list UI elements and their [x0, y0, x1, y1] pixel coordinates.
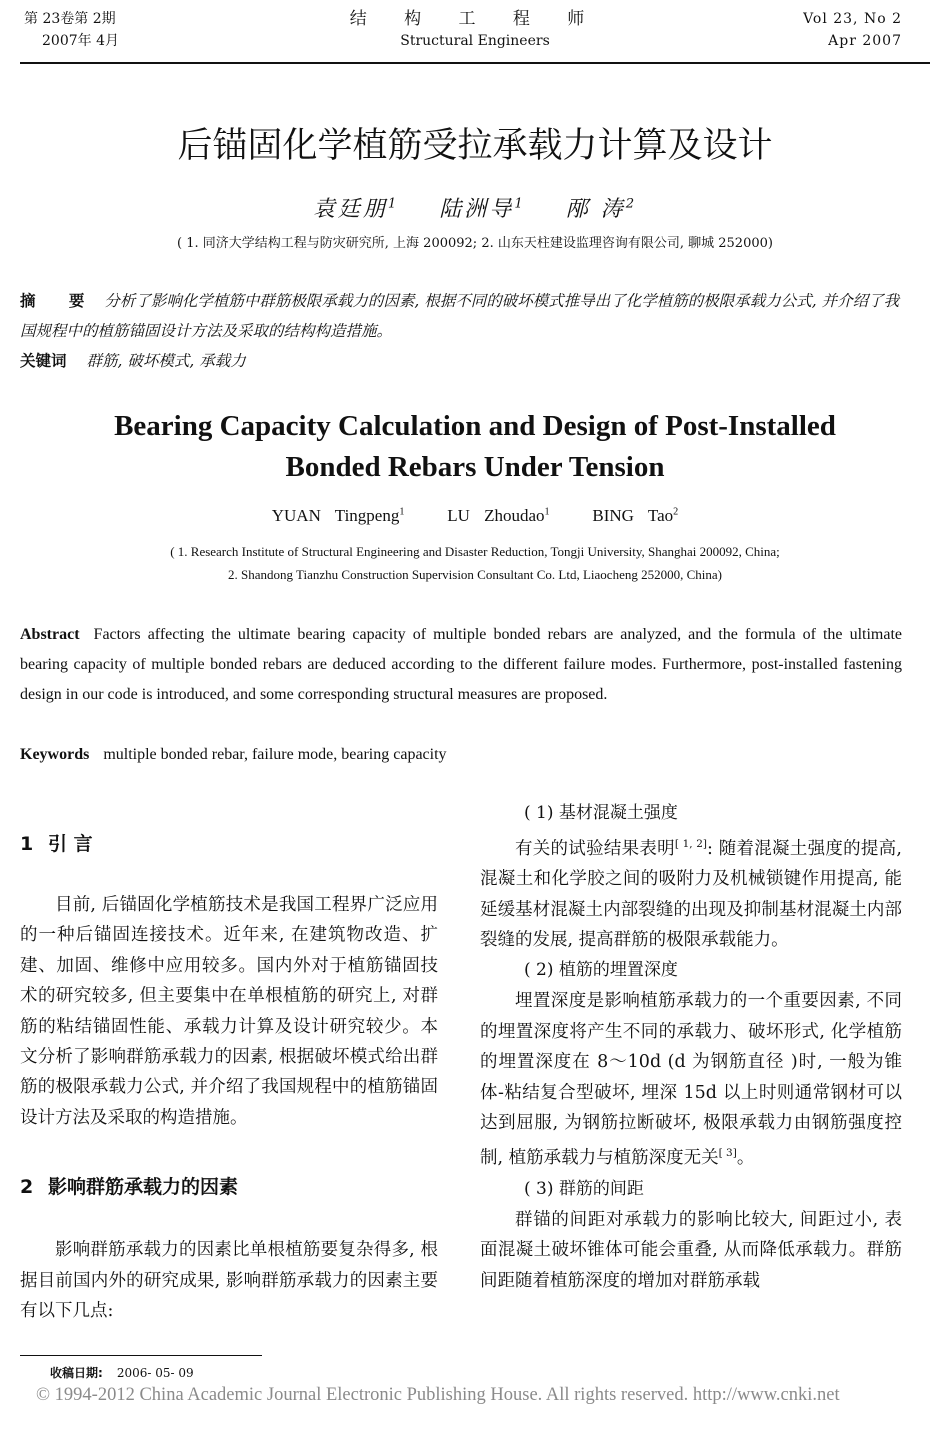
subsection-heading: ( 1) 基材混凝土强度: [524, 803, 678, 823]
section-heading: [20, 826, 438, 862]
abstract-en: [20, 620, 902, 710]
author-name: 邴 涛: [565, 197, 626, 222]
journal-name-en: Structural Engineers: [400, 33, 550, 49]
date-en: Apr 2007: [828, 33, 902, 49]
abstract-label-cn: 摘 要: [20, 292, 99, 310]
citation: [ 1, 2]: [674, 838, 708, 850]
footnote: [50, 1364, 194, 1381]
author-mark-en: 1: [544, 506, 550, 518]
paper-title-en: [0, 406, 950, 488]
keywords-en: [20, 740, 902, 770]
abstract-text-en: Factors affecting the ultimate bearing capacity of multiple bonded rebars are analyzed, and the formula of the ultimate bearing capacity of multiple bonded rebars are deduced according to the different failure modes. Furthermore, post-installed fastening design in our code is introduced, and some corresponding structural measures are proposed.: [20, 626, 902, 703]
title-en-line1: Bearing Capacity Calculation and Design of Post-Installed: [114, 410, 836, 442]
keywords-cn: [20, 346, 910, 376]
section-number: 2: [20, 1176, 34, 1199]
section2-paragraph: 影响群筋承载力的因素比单根植筋要复杂得多, 根据目前国内外的研究成果, 影响群筋承载力的因素主要有以下几点:: [20, 1240, 438, 1322]
affiliation-en-line1: ( 1. Research Institute of Structural Engineering and Disaster Reduction, Tongji University, Shanghai 200092, China;: [170, 544, 780, 559]
section1-paragraph: 目前, 后锚固化学植筋技术是我国工程界广泛应用的一种后锚固连接技术。近年来, 在建筑物改造、扩建、加固、维修中应用较多。国内外对于植筋锚固技术的研究较多, 但主要集中在单根植筋的研究上, 对群筋的粘结锚固性能、承载力计算及设计研究较少。本文分析了影响群筋承载力的因素, 根据破坏模式给出群筋的极限承载力公式, 并介绍了我国规程中的植筋锚固设计方法及采取的构造措施。: [20, 895, 438, 1128]
author-name: 袁廷朋: [312, 197, 388, 222]
copyright-watermark: © 1994-2012 China Academic Journal Electronic Publishing House. All rights reserved. http://www.cnki.net: [36, 1385, 840, 1405]
section-heading: [20, 1169, 438, 1205]
author-mark: 2: [625, 196, 638, 212]
issue-cn: 第 23卷第 2期: [24, 11, 116, 27]
author-mark-en: 2: [673, 506, 679, 518]
item2-text-b: 。: [736, 1148, 755, 1169]
received-date-label: 收稿日期:: [50, 1366, 103, 1380]
journal-name-cn: 结 构 工 程 师: [349, 9, 601, 29]
issue-en: Vol 23, No 2: [803, 11, 902, 27]
section-title: 影响群筋承载力的因素: [48, 1176, 239, 1199]
affiliation-en: [0, 540, 950, 586]
subsection-heading: ( 2) 植筋的埋置深度: [524, 960, 678, 981]
abstract-cn: [20, 286, 910, 346]
author-mark: 1: [387, 196, 400, 212]
keywords-text-cn: 群筋, 破坏模式, 承载力: [86, 352, 246, 370]
author-name-en: BING Tao: [592, 506, 674, 525]
author-mark: 1: [514, 196, 526, 212]
keywords-label-en: Keywords: [20, 746, 90, 763]
affiliation-en-line2: 2. Shandong Tianzhu Construction Supervision Consultant Co. Ltd, Liaocheng 252000, China): [228, 567, 722, 582]
item1-paragraph: [480, 829, 902, 955]
authors-cn: [0, 192, 950, 223]
item1-text-a: 有关的试验结果表明: [515, 838, 675, 859]
body-column-left: [20, 826, 438, 1326]
running-header-right: [803, 8, 902, 52]
author-name-en: LU Zhoudao: [447, 506, 545, 525]
keywords-label-cn: 关键词: [20, 352, 67, 370]
date-cn: 2007年 4月: [42, 33, 119, 49]
affiliation-cn: ( 1. 同济大学结构工程与防灾研究所, 上海 200092; 2. 山东天柱建设监理咨询有限公司, 聊城 252000): [177, 236, 773, 251]
keywords-text-en: multiple bonded rebar, failure mode, bearing capacity: [103, 746, 447, 763]
abstract-label-en: Abstract: [20, 626, 80, 643]
title-en-line2: Bonded Rebars Under Tension: [285, 451, 665, 483]
section-title: 引 言: [48, 833, 93, 855]
authors-en: [0, 506, 950, 526]
item3-paragraph: 群锚的间距对承载力的影响比较大, 间距过小, 表面混凝土破坏锥体可能会重叠, 从而降低承载力。群筋间距随着植筋深度的增加对群筋承载: [480, 1209, 902, 1291]
header-rule: [20, 62, 930, 64]
author-mark-en: 1: [399, 506, 405, 518]
item2-text-a: 埋置深度是影响植筋承载力的一个重要因素, 不同的埋置深度将产生不同的承载力、破坏形式, 化学植筋的埋置深度在 8～10d (d 为钢筋直径 )时, 一般为锥体-粘结复合型破坏, 埋深 15d 以上时则通常钢材可以达到屈服, 为钢筋拉断破坏, 极限承载力由钢筋强度控制, 植筋承载力与植筋深度无关: [480, 991, 902, 1169]
item2-paragraph: [480, 986, 902, 1173]
author-name: 陆洲导: [439, 197, 515, 222]
received-date: 2006- 05- 09: [116, 1366, 194, 1380]
citation: [ 3]: [718, 1147, 737, 1160]
author-name-en: YUAN Tingpeng: [271, 506, 400, 525]
item1-text-b: : 随着混凝土强度的提高, 混凝土和化学胶之间的吸附力及机械锁键作用提高, 能延缓基材混凝土内部裂缝的出现及抑制基材混凝土内部裂缝的发展, 提高群筋的极限承载能力。: [480, 838, 902, 951]
section-number: 1: [20, 833, 34, 855]
body-column-right: [480, 798, 902, 1296]
abstract-text-cn: 分析了影响化学植筋中群筋极限承载力的因素, 根据不同的破坏模式推导出了化学植筋的极限承载力公式, 并介绍了我国规程中的植筋锚固设计方法及采取的结构构造措施。: [20, 292, 900, 340]
subsection-heading: ( 3) 群筋的间距: [524, 1178, 644, 1199]
footnote-rule: [20, 1355, 262, 1356]
paper-title-cn: 后锚固化学植筋受拉承载力计算及设计: [177, 126, 773, 166]
